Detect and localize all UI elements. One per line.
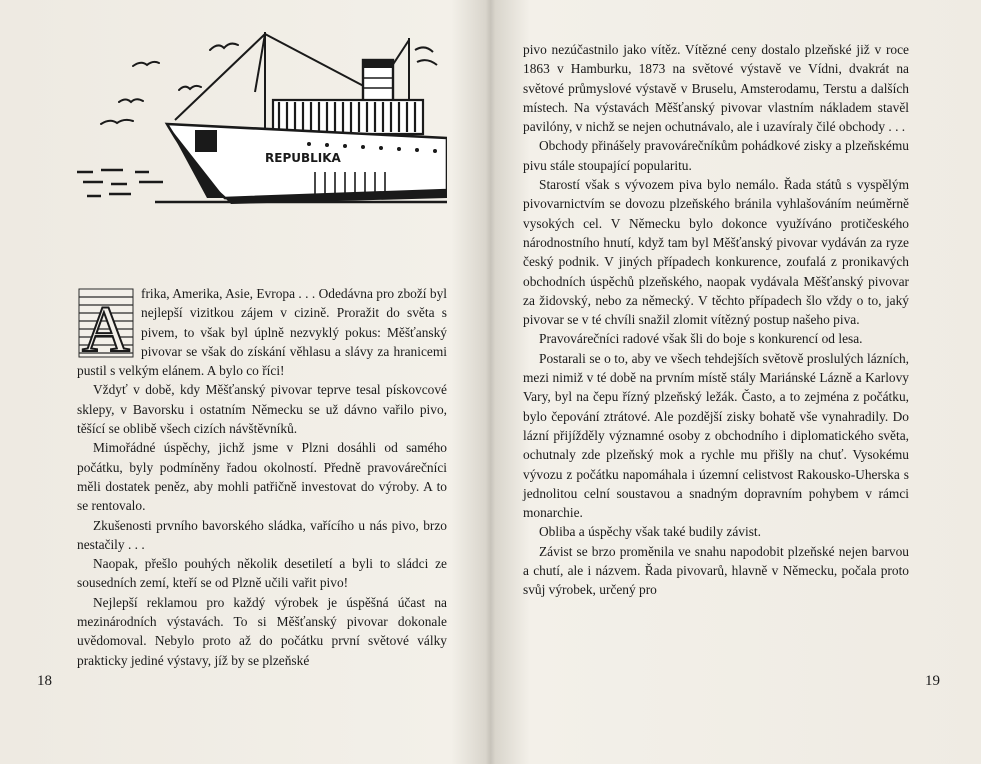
left-page-text (77, 284, 447, 670)
paragraph-text: frika, Amerika, Asie, Evropa . . . Odedávna pro zboží byl nejlepší vizitkou zájem v cizině. Proražit do světa s pivem, to však byl úplně nezvyklý pokus: Měšťanský pivovar se však do získání věhlasu a slávy za hranicemi pustil s velkým elánem. A bylo co říci! (77, 286, 447, 379)
paragraph: Obliba a úspěchy však také budily závist. (539, 524, 762, 540)
paragraph: Postarali se o to, aby ve všech tehdejších světově proslulých lázních, mezi nimiž v té době na prvním místě stály Mariánské Lázně a Karlovy Vary, byl na čepu řízný plzeňský ležák. Často, a to zejména z počátku, bylo čepování ztrátové. Ale pozdější zisky bohatě vše vynahradily. Do lázní přijížděly významné osoby z obchodního i diplomatického světa, ochutnaly zde plzeňský mok a rychle mu přišly na chuť. Vysokému vývozu z počátku napomáhala i územní celistvost Rakousko-Uherska s jednolitou celní soustavou a snadným dopravním pohybem v rámci monarchie. (523, 350, 909, 521)
left-page (0, 0, 490, 764)
page-number: 19 (925, 673, 940, 689)
paragraph: Nejlepší reklamou pro každý výrobek je úspěšná účast na mezinárodních výstavách. To si Měšťanský pivovar dokonale uvědomoval. Nebylo proto až do počátku první světové války prakticky jediné výstavy, jíž by se plzeňské (77, 594, 447, 668)
paragraph: Pravovárečníci radové však šli do boje s konkurencí od lesa. (539, 331, 863, 347)
paragraph: Závist se brzo proměnila ve snahu napodobit plzeňské nejen barvou a chutí, ale i názvem. Řada pivovarů, hlavně v Německu, počala proto svůj výrobek, určený pro (523, 543, 909, 598)
paragraph: Zkušenosti prvního bavorského sládka, vařícího u nás pivo, brzo nestačily . . . (77, 517, 447, 552)
paragraph: pivo nezúčastnilo jako vítěz. Vítězné ceny dostalo plzeňské již v roce 1863 v Hamburku, 1873 na světové výstavě ve Vídni, dvakrát na světové průmyslové výstavě v Bruselu, Amsterodamu, Terstu a dalších místech. Na výstavách Měšťanský pivovar vlastním nákladem stavěl pavilóny, v nichž se nejen ochutnávalo, ale i uzavíraly čilé obchody . . . (523, 42, 909, 135)
page-number: 18 (37, 673, 52, 689)
paragraph: Starostí však s vývozem piva bylo nemálo. Řada států s vyspělým pivovarnictvím se dovozu plzeňského bránila vyhlašováním neúměrně vysokých cel. V Německu bylo dokonce využíváno protičeského národnostního hnutí, když tam byl Měšťanský pivovar vydáván za ryze český podnik. V jiných případech konkurence, zoufalá z pronikavých obchodních úspěchů plzeňského, naopak vydávala Měšťanský pivovar za židovský, nebo za německý. V těchto případech šlo vždy o to, jaký pivovar se v té chvíli snažil zlomit vítězný postup našeho piva. (523, 177, 909, 328)
paragraph (77, 284, 447, 380)
paragraph: Obchody přinášely pravovárečníkům pohádkové zisky a plzeňskému pivu stále stoupající popularitu. (523, 138, 909, 173)
paragraph: Naopak, přešlo pouhých několik desetiletí a byli to sládci ze sousedních zemí, kteří se od Plzně učili vařit pivo! (77, 556, 447, 591)
right-page (491, 0, 981, 764)
ship-name: REPUBLIKA (265, 151, 341, 165)
dropcap-letter: A (82, 293, 130, 359)
dropcap (77, 287, 135, 359)
ship-illustration (75, 22, 447, 206)
paragraph: Vždyť v době, kdy Měšťanský pivovar teprve tesal pískovcové sklepy, v Bavorsku i ostatním Německu se už dávno vařilo pivo, těšící se oblibě všech cizích návštěvníků. (77, 382, 447, 437)
paragraph: Mimořádné úspěchy, jichž jsme v Plzni dosáhli od samého počátku, byly podmíněny řadou okolností. Předně pravovárečníci měli dostatek peněz, aby mohli patřičně investovat do výroby. A to se rentovalo. (77, 440, 447, 514)
right-page-text (523, 40, 909, 600)
